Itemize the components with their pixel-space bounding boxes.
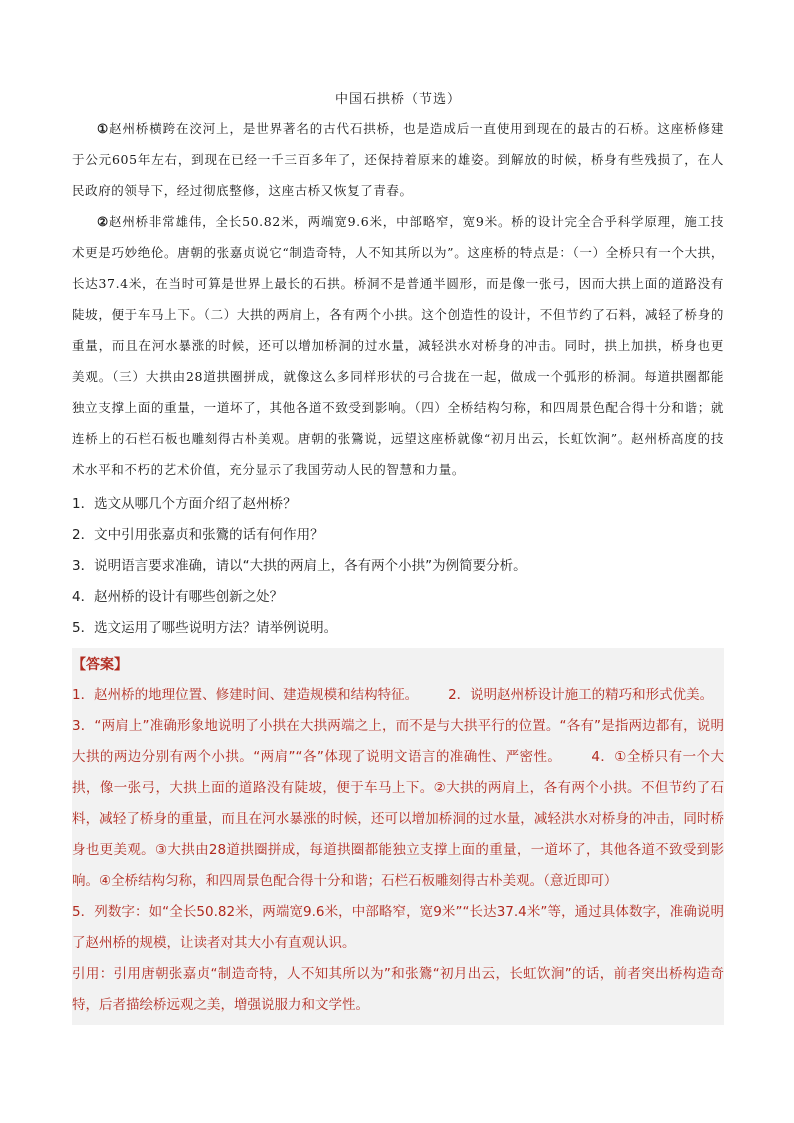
question-list — [72, 489, 724, 644]
answer-section — [72, 648, 724, 1025]
article-title: 中国石拱桥（节选） — [334, 92, 461, 107]
question-4: 4．赵州桥的设计有哪些创新之处？ — [72, 589, 284, 605]
paragraph-1-text: 赵州桥横跨在洨河上，是世界著名的古代石拱桥，也是造成后一直使用到现在的最古的石桥。这座桥修建于公元605年左右，到现在已经一千三百多年了，还保持着原来的雄姿。到解放的时候，桥身有些残损了，在人民政府的领导下，经过彻底整修，这座古桥又恢复了青春。 — [72, 121, 725, 198]
answer-2: 2．说明赵州桥设计施工的精巧和形式优美。 — [448, 687, 714, 703]
answer-heading: 【答案】 — [72, 657, 128, 673]
question-2: 2．文中引用张嘉贞和张鷟的话有何作用？ — [72, 527, 324, 543]
answer-5-quotes: 引用：引用唐朝张嘉贞“制造奇特，人不知其所以为”和张鷟“初月出云，长虹饮涧”的话，前者突出桥构造奇特，后者描绘桥远观之美，增强说服力和文学性。 — [72, 966, 724, 1013]
answer-5-numbers: 5．列数字：如“全长50.82米，两端宽9.6米，中部略窄，宽9米”“长达37.4米”等，通过具体数字，准确说明了赵州桥的规模，让读者对其大小有直观认识。 — [72, 904, 724, 951]
answer-4: 4．①全桥只有一个大拱，像一张弓，大拱上面的道路没有陡坡，便于车马上下。②大拱的两肩上，各有两个小拱。不但节约了石料，减轻了桥身的重量，而且在河水暴涨的时候，还可以增加桥洞的过水量，减轻洪水对桥身的冲击，同时桥身也更美观。③大拱由28道拱圈拼成，每道拱圈都能独立支撑上面的重量，一道坏了，其他各道不致受到影响。④全桥结构匀称，和四周景色配合得十分和谐；石栏石板雕刻得古朴美观。（意近即可） — [72, 749, 724, 889]
question-5: 5．选文运用了哪些说明方法？请举例说明。 — [72, 620, 338, 636]
answer-1: 1．赵州桥的地理位置、修建时间、建造规模和结构特征。 — [72, 687, 419, 703]
paragraph-1-number: ① — [97, 121, 110, 136]
answer-3-4 — [72, 711, 724, 897]
paragraph-1 — [72, 113, 724, 206]
answer-3: 3．“两肩上”准确形象地说明了小拱在大拱两端之上，而不是与大拱平行的位置。“各有”是指两边都有，说明大拱的两边分别有两个小拱。“两肩”“各”体现了说明文语言的准确性、严密性。 — [72, 718, 724, 765]
answer-1-2 — [72, 680, 724, 711]
question-1: 1．选文从哪几个方面介绍了赵州桥？ — [72, 496, 297, 512]
paragraph-2 — [72, 206, 724, 485]
document-page — [72, 88, 724, 1025]
question-3: 3．说明语言要求准确，请以“大拱的两肩上，各有两个小拱”为例简要分析。 — [72, 558, 527, 574]
paragraph-2-number: ② — [97, 214, 110, 229]
paragraph-2-text: 赵州桥非常雄伟，全长50.82米，两端宽9.6米，中部略窄，宽9米。桥的设计完全合乎科学原理，施工技术更是巧妙绝伦。唐朝的张嘉贞说它“制造奇特，人不知其所以为”。这座桥的特点是：（一）全桥只有一个大拱，长达37.4米，在当时可算是世界上最长的石拱。桥洞不是普通半圆形，而是像一张弓，因而大拱上面的道路没有陡坡，便于车马上下。（二）大拱的两肩上，各有两个小拱。这个创造性的设计，不但节约了石料，减轻了桥身的重量，而且在河水暴涨的时候，还可以增加桥洞的过水量，减轻洪水对桥身的冲击。同时，拱上加拱，桥身也更美观。（三）大拱由28道拱圈拼成，就像这么多同样形状的弓合拢在一起，做成一个弧形的桥洞。每道拱圈都能独立支撑上面的重量，一道坏了，其他各道不致受到影响。（四）全桥结构匀称，和四周景色配合得十分和谐；就连桥上的石栏石板也雕刻得古朴美观。唐朝的张鷟说，远望这座桥就像“初月出云，长虹饮涧”。赵州桥高度的技术水平和不朽的艺术价值，充分显示了我国劳动人民的智慧和力量。 — [72, 214, 724, 477]
